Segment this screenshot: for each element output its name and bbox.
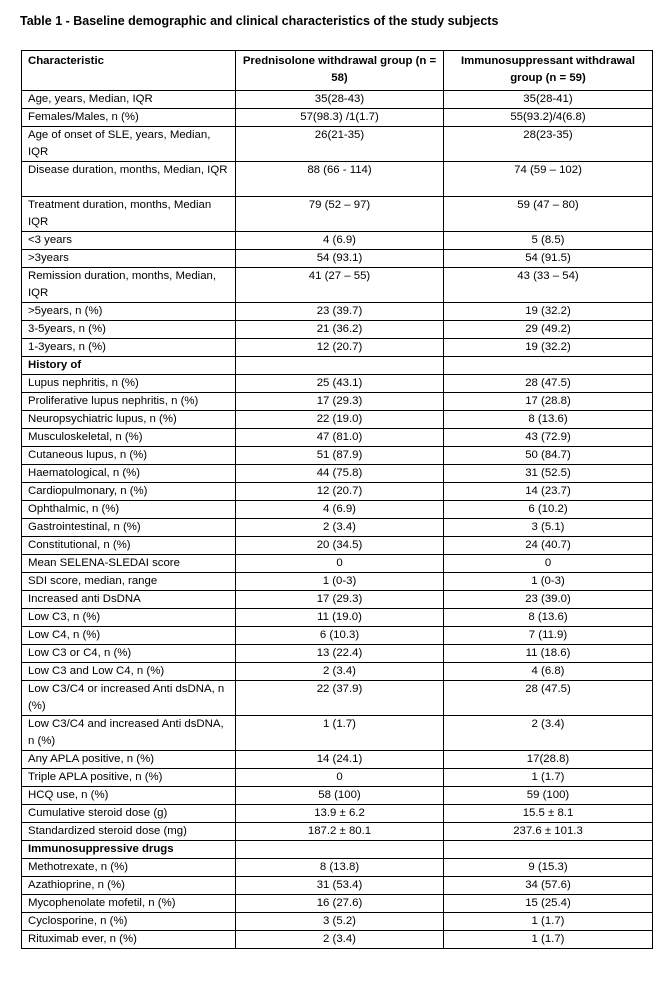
value-prednisolone: 21 (36.2) xyxy=(236,321,444,339)
table-row xyxy=(22,931,653,949)
value-prednisolone: 1 (1.7) xyxy=(236,716,444,751)
value-immunosuppressant: 28(23-35) xyxy=(444,127,653,162)
table-row xyxy=(22,537,653,555)
table-row xyxy=(22,411,653,429)
value-immunosuppressant: 59 (100) xyxy=(444,787,653,805)
value-immunosuppressant: 19 (32.2) xyxy=(444,339,653,357)
table-row xyxy=(22,663,653,681)
characteristics-table xyxy=(21,50,653,949)
value-immunosuppressant: 5 (8.5) xyxy=(444,232,653,250)
row-label: Any APLA positive, n (%) xyxy=(22,751,236,769)
row-label: Musculoskeletal, n (%) xyxy=(22,429,236,447)
section-row xyxy=(22,357,653,375)
row-label: <3 years xyxy=(22,232,236,250)
table-row xyxy=(22,375,653,393)
value-prednisolone: 2 (3.4) xyxy=(236,663,444,681)
value-immunosuppressant: 1 (0-3) xyxy=(444,573,653,591)
value-immunosuppressant: 24 (40.7) xyxy=(444,537,653,555)
value-immunosuppressant: 28 (47.5) xyxy=(444,681,653,716)
table-header-row xyxy=(22,51,653,91)
value-immunosuppressant: 43 (33 – 54) xyxy=(444,268,653,303)
value-prednisolone: 26(21-35) xyxy=(236,127,444,162)
table-row xyxy=(22,769,653,787)
table-row xyxy=(22,232,653,250)
table-row xyxy=(22,627,653,645)
value-immunosuppressant xyxy=(444,357,653,375)
value-immunosuppressant: 54 (91.5) xyxy=(444,250,653,268)
value-immunosuppressant: 31 (52.5) xyxy=(444,465,653,483)
value-prednisolone xyxy=(236,357,444,375)
table-row xyxy=(22,447,653,465)
header-immunosuppressant-group: Immunosuppressant withdrawal group (n = 59) xyxy=(444,51,653,91)
table-row xyxy=(22,591,653,609)
table-row xyxy=(22,303,653,321)
section-row xyxy=(22,841,653,859)
value-prednisolone: 3 (5.2) xyxy=(236,913,444,931)
value-prednisolone: 47 (81.0) xyxy=(236,429,444,447)
value-prednisolone: 35(28-43) xyxy=(236,91,444,109)
table-row xyxy=(22,787,653,805)
value-immunosuppressant: 17 (28.8) xyxy=(444,393,653,411)
table-row xyxy=(22,162,653,197)
value-prednisolone: 13.9 ± 6.2 xyxy=(236,805,444,823)
table-row xyxy=(22,913,653,931)
table-row xyxy=(22,501,653,519)
value-prednisolone: 4 (6.9) xyxy=(236,232,444,250)
table-row xyxy=(22,859,653,877)
row-label: Low C3/C4 or increased Anti dsDNA, n (%) xyxy=(22,681,236,716)
value-prednisolone: 11 (19.0) xyxy=(236,609,444,627)
row-label: Remission duration, months, Median, IQR xyxy=(22,268,236,303)
table-row xyxy=(22,197,653,232)
value-prednisolone: 57(98.3) /1(1.7) xyxy=(236,109,444,127)
table-row xyxy=(22,895,653,913)
table-row xyxy=(22,609,653,627)
value-immunosuppressant: 29 (49.2) xyxy=(444,321,653,339)
value-prednisolone: 51 (87.9) xyxy=(236,447,444,465)
row-label: Low C3/C4 and increased Anti dsDNA, n (%) xyxy=(22,716,236,751)
value-immunosuppressant: 14 (23.7) xyxy=(444,483,653,501)
table-row xyxy=(22,321,653,339)
value-prednisolone: 16 (27.6) xyxy=(236,895,444,913)
row-label: >5years, n (%) xyxy=(22,303,236,321)
table-row xyxy=(22,91,653,109)
value-immunosuppressant: 2 (3.4) xyxy=(444,716,653,751)
table-row xyxy=(22,519,653,537)
value-prednisolone: 2 (3.4) xyxy=(236,519,444,537)
value-prednisolone: 17 (29.3) xyxy=(236,393,444,411)
value-prednisolone xyxy=(236,841,444,859)
row-label: Increased anti DsDNA xyxy=(22,591,236,609)
value-immunosuppressant: 1 (1.7) xyxy=(444,931,653,949)
table-row xyxy=(22,823,653,841)
table-row xyxy=(22,751,653,769)
header-characteristic: Characteristic xyxy=(22,51,236,91)
table-row xyxy=(22,268,653,303)
value-prednisolone: 2 (3.4) xyxy=(236,931,444,949)
row-label: Low C4, n (%) xyxy=(22,627,236,645)
row-label: HCQ use, n (%) xyxy=(22,787,236,805)
value-prednisolone: 20 (34.5) xyxy=(236,537,444,555)
value-prednisolone: 6 (10.3) xyxy=(236,627,444,645)
row-label: Constitutional, n (%) xyxy=(22,537,236,555)
table-row xyxy=(22,681,653,716)
value-immunosuppressant: 11 (18.6) xyxy=(444,645,653,663)
value-immunosuppressant xyxy=(444,841,653,859)
value-prednisolone: 17 (29.3) xyxy=(236,591,444,609)
value-prednisolone: 22 (37.9) xyxy=(236,681,444,716)
value-prednisolone: 58 (100) xyxy=(236,787,444,805)
row-label: Low C3 or C4, n (%) xyxy=(22,645,236,663)
value-immunosuppressant: 17(28.8) xyxy=(444,751,653,769)
value-prednisolone: 44 (75.8) xyxy=(236,465,444,483)
table-caption: Table 1 - Baseline demographic and clinical characteristics of the study subjects xyxy=(20,14,499,28)
value-immunosuppressant: 1 (1.7) xyxy=(444,913,653,931)
value-prednisolone: 13 (22.4) xyxy=(236,645,444,663)
value-prednisolone: 187.2 ± 80.1 xyxy=(236,823,444,841)
value-prednisolone: 0 xyxy=(236,769,444,787)
row-label: Proliferative lupus nephritis, n (%) xyxy=(22,393,236,411)
row-label: 1-3years, n (%) xyxy=(22,339,236,357)
table-row xyxy=(22,250,653,268)
value-immunosuppressant: 0 xyxy=(444,555,653,573)
table-row xyxy=(22,127,653,162)
row-label: Triple APLA positive, n (%) xyxy=(22,769,236,787)
value-prednisolone: 4 (6.9) xyxy=(236,501,444,519)
value-prednisolone: 54 (93.1) xyxy=(236,250,444,268)
table-row xyxy=(22,339,653,357)
value-immunosuppressant: 4 (6.8) xyxy=(444,663,653,681)
value-prednisolone: 0 xyxy=(236,555,444,573)
value-prednisolone: 12 (20.7) xyxy=(236,483,444,501)
value-immunosuppressant: 34 (57.6) xyxy=(444,877,653,895)
table-row xyxy=(22,465,653,483)
table-row xyxy=(22,805,653,823)
table-row xyxy=(22,393,653,411)
row-label: Low C3 and Low C4, n (%) xyxy=(22,663,236,681)
value-immunosuppressant: 8 (13.6) xyxy=(444,609,653,627)
table-row xyxy=(22,109,653,127)
value-prednisolone: 79 (52 – 97) xyxy=(236,197,444,232)
row-label: Disease duration, months, Median, IQR xyxy=(22,162,236,197)
table-row xyxy=(22,555,653,573)
section-label: Immunosuppressive drugs xyxy=(22,841,236,859)
table-row xyxy=(22,429,653,447)
table-row xyxy=(22,716,653,751)
table-row xyxy=(22,483,653,501)
value-immunosuppressant: 55(93.2)/4(6.8) xyxy=(444,109,653,127)
row-label: Cyclosporine, n (%) xyxy=(22,913,236,931)
row-label: Standardized steroid dose (mg) xyxy=(22,823,236,841)
value-prednisolone: 14 (24.1) xyxy=(236,751,444,769)
value-immunosuppressant: 19 (32.2) xyxy=(444,303,653,321)
row-label: Methotrexate, n (%) xyxy=(22,859,236,877)
value-immunosuppressant: 28 (47.5) xyxy=(444,375,653,393)
value-immunosuppressant: 1 (1.7) xyxy=(444,769,653,787)
row-label: Age, years, Median, IQR xyxy=(22,91,236,109)
row-label: 3-5years, n (%) xyxy=(22,321,236,339)
row-label: Mycophenolate mofetil, n (%) xyxy=(22,895,236,913)
value-immunosuppressant: 74 (59 – 102) xyxy=(444,162,653,197)
value-prednisolone: 1 (0-3) xyxy=(236,573,444,591)
value-immunosuppressant: 237.6 ± 101.3 xyxy=(444,823,653,841)
value-prednisolone: 41 (27 – 55) xyxy=(236,268,444,303)
value-prednisolone: 12 (20.7) xyxy=(236,339,444,357)
table-row xyxy=(22,573,653,591)
row-label: >3years xyxy=(22,250,236,268)
table-row xyxy=(22,645,653,663)
value-prednisolone: 8 (13.8) xyxy=(236,859,444,877)
value-immunosuppressant: 15 (25.4) xyxy=(444,895,653,913)
row-label: Neuropsychiatric lupus, n (%) xyxy=(22,411,236,429)
value-prednisolone: 23 (39.7) xyxy=(236,303,444,321)
row-label: Cutaneous lupus, n (%) xyxy=(22,447,236,465)
value-prednisolone: 25 (43.1) xyxy=(236,375,444,393)
row-label: Treatment duration, months, Median IQR xyxy=(22,197,236,232)
header-prednisolone-group: Prednisolone withdrawal group (n = 58) xyxy=(236,51,444,91)
value-prednisolone: 22 (19.0) xyxy=(236,411,444,429)
value-immunosuppressant: 7 (11.9) xyxy=(444,627,653,645)
value-immunosuppressant: 59 (47 – 80) xyxy=(444,197,653,232)
value-immunosuppressant: 15.5 ± 8.1 xyxy=(444,805,653,823)
row-label: SDI score, median, range xyxy=(22,573,236,591)
row-label: Cardiopulmonary, n (%) xyxy=(22,483,236,501)
row-label: Cumulative steroid dose (g) xyxy=(22,805,236,823)
row-label: Mean SELENA-SLEDAI score xyxy=(22,555,236,573)
row-label: Azathioprine, n (%) xyxy=(22,877,236,895)
value-prednisolone: 31 (53.4) xyxy=(236,877,444,895)
value-immunosuppressant: 23 (39.0) xyxy=(444,591,653,609)
row-label: Females/Males, n (%) xyxy=(22,109,236,127)
value-immunosuppressant: 50 (84.7) xyxy=(444,447,653,465)
value-immunosuppressant: 9 (15.3) xyxy=(444,859,653,877)
row-label: Haematological, n (%) xyxy=(22,465,236,483)
row-label: Gastrointestinal, n (%) xyxy=(22,519,236,537)
row-label: Ophthalmic, n (%) xyxy=(22,501,236,519)
row-label: Low C3, n (%) xyxy=(22,609,236,627)
row-label: Age of onset of SLE, years, Median, IQR xyxy=(22,127,236,162)
value-immunosuppressant: 6 (10.2) xyxy=(444,501,653,519)
value-immunosuppressant: 43 (72.9) xyxy=(444,429,653,447)
section-label: History of xyxy=(22,357,236,375)
table-row xyxy=(22,877,653,895)
value-immunosuppressant: 3 (5.1) xyxy=(444,519,653,537)
value-prednisolone: 88 (66 - 114) xyxy=(236,162,444,197)
row-label: Rituximab ever, n (%) xyxy=(22,931,236,949)
value-immunosuppressant: 35(28-41) xyxy=(444,91,653,109)
value-immunosuppressant: 8 (13.6) xyxy=(444,411,653,429)
row-label: Lupus nephritis, n (%) xyxy=(22,375,236,393)
